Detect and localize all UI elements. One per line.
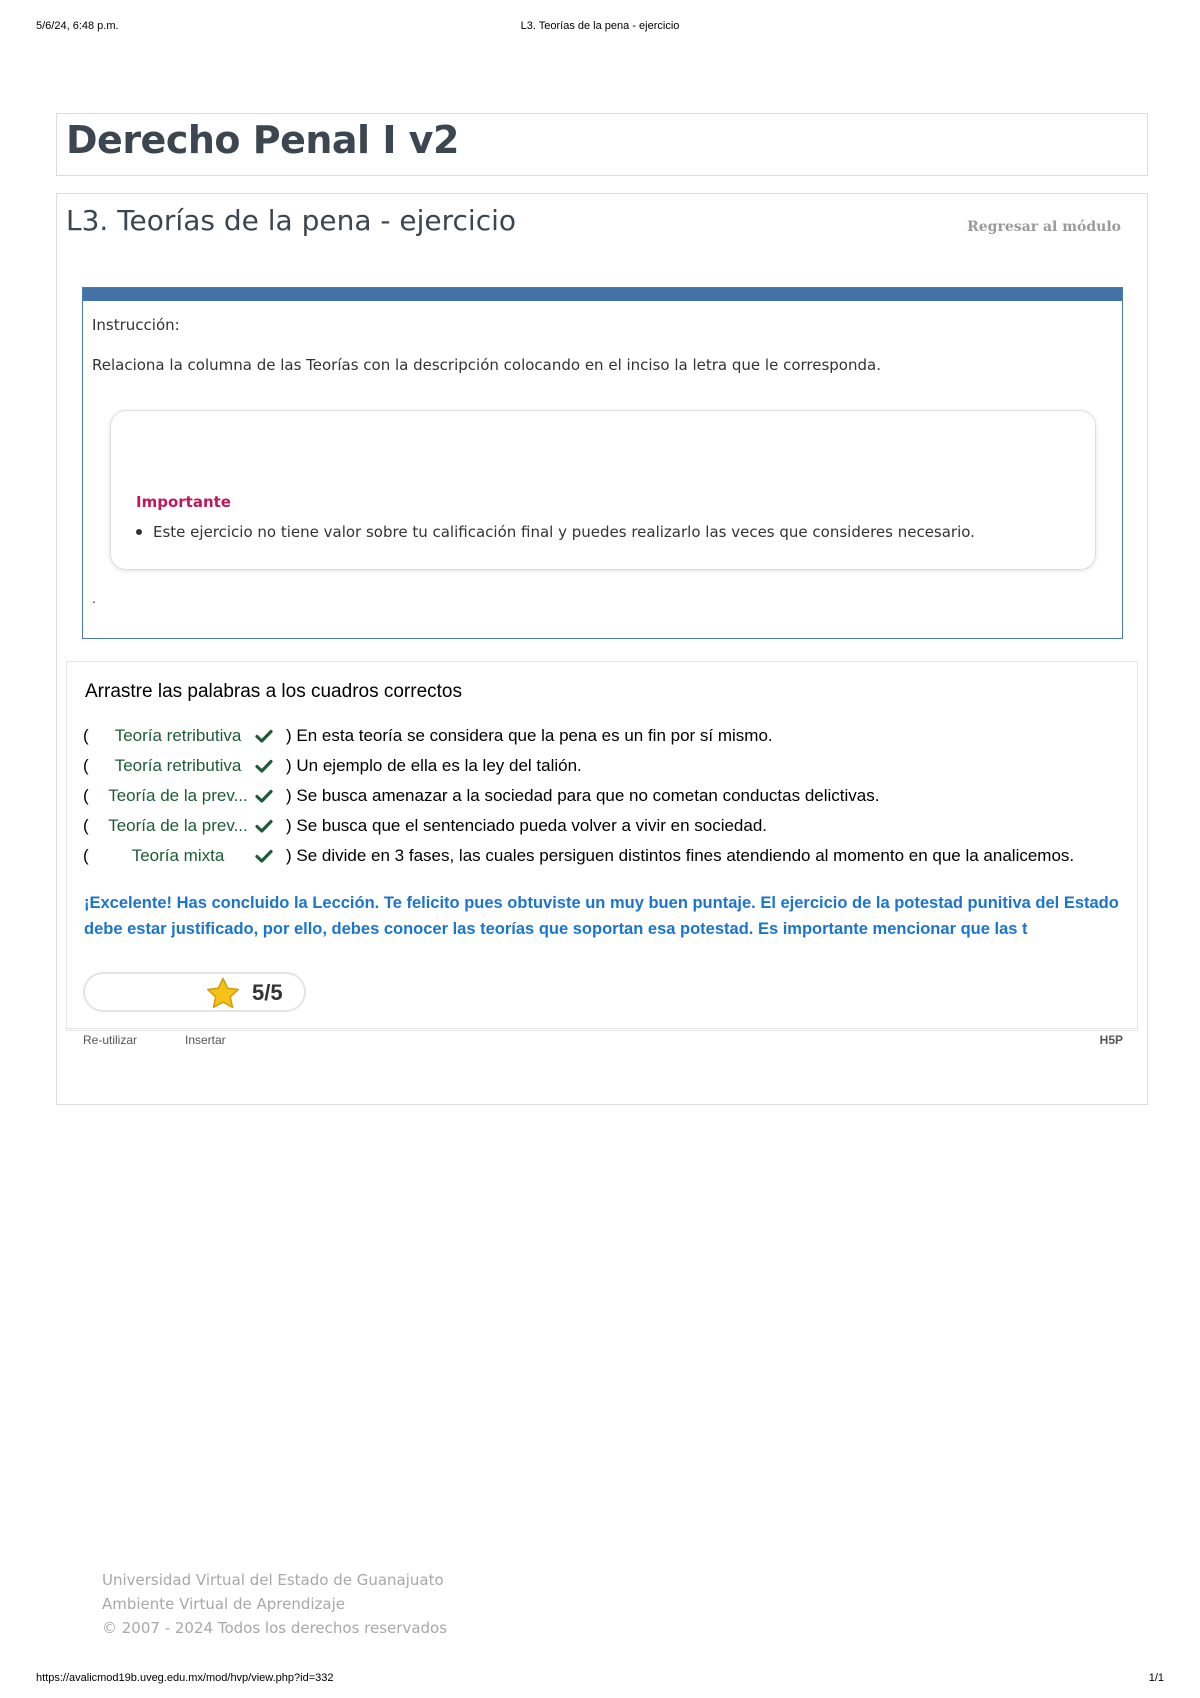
drag-words-activity xyxy=(66,661,1138,1047)
print-header xyxy=(36,20,1164,36)
check-icon xyxy=(255,757,273,775)
lesson-panel xyxy=(56,193,1148,1105)
check-icon xyxy=(255,847,273,865)
important-title: Importante xyxy=(136,493,231,511)
important-item: Este ejercicio no tiene valor sobre tu calificación final y puedes realizarlo las veces que consideres necesario. xyxy=(153,523,975,541)
row-description: ) Se divide en 3 fases, las cuales persiguen distintos fines atendiendo al momento en que la analicemos. xyxy=(286,846,1075,865)
open-paren: ( xyxy=(83,726,89,745)
important-list xyxy=(136,523,975,541)
drop-rows xyxy=(83,721,1123,871)
drop-zone[interactable]: Teoría mixta xyxy=(131,846,225,865)
print-page-number: 1/1 xyxy=(1148,1672,1164,1684)
bullet-icon xyxy=(136,529,142,535)
course-header xyxy=(56,113,1148,176)
row-description: ) Se busca que el sentenciado pueda volver a vivir en sociedad. xyxy=(286,816,768,835)
drop-row xyxy=(83,781,1123,811)
score-bar xyxy=(83,972,306,1012)
star-icon xyxy=(205,976,241,1012)
drop-zone[interactable]: Teoría retributiva xyxy=(114,756,242,775)
footer-environment: Ambiente Virtual de Aprendizaje xyxy=(102,1595,345,1613)
instructions-label: Instrucción: xyxy=(92,316,180,334)
drop-row xyxy=(83,751,1123,781)
print-date: 5/6/24, 6:48 p.m. xyxy=(36,20,119,32)
activity-title: Arrastre las palabras a los cuadros correctos xyxy=(85,681,462,702)
instructions-text: Relaciona la columna de las Teorías con la descripción colocando en el inciso la letra que le corresponda. xyxy=(92,356,881,374)
feedback-message: ¡Excelente! Has concluido la Lección. Te felicito pues obtuviste un muy buen puntaje. El ejercicio de la potestad punitiva del Estado debe estar justificado, por ello, debes conocer las teorías que soportan esa potestad. Es importante mencionar que las t xyxy=(84,894,1119,938)
check-icon xyxy=(255,817,273,835)
row-description: ) Un ejemplo de ella es la ley del talión. xyxy=(286,756,582,775)
site-footer xyxy=(102,1568,447,1640)
score-value: 5/5 xyxy=(252,980,283,1005)
footer-copyright: © 2007 - 2024 Todos los derechos reservados xyxy=(102,1619,448,1637)
drop-zone[interactable]: Teoría de la prev... xyxy=(108,816,248,835)
open-paren: ( xyxy=(83,756,89,775)
h5p-logo: H5P xyxy=(1099,1033,1123,1047)
h5p-footer xyxy=(67,1028,1137,1068)
important-card xyxy=(110,410,1096,570)
reuse-button[interactable]: Re-utilizar xyxy=(83,1033,138,1047)
print-url: https://avalicmod19b.uveg.edu.mx/mod/hvp/view.php?id=332 xyxy=(36,1672,334,1684)
print-page-title: L3. Teorías de la pena - ejercicio xyxy=(520,20,680,32)
drop-zone[interactable]: Teoría retributiva xyxy=(114,726,242,745)
check-icon xyxy=(255,727,273,745)
embed-button[interactable]: Insertar xyxy=(185,1033,226,1047)
trailing-dot: . xyxy=(92,590,96,606)
open-paren: ( xyxy=(83,816,89,835)
lesson-title: L3. Teorías de la pena - ejercicio xyxy=(66,204,517,237)
instructions-header-bar xyxy=(83,288,1122,301)
row-description: ) Se busca amenazar a la sociedad para que no cometan conductas delictivas. xyxy=(286,786,880,805)
drop-row xyxy=(83,841,1123,871)
open-paren: ( xyxy=(83,846,89,865)
drop-row xyxy=(83,811,1123,841)
check-icon xyxy=(255,787,273,805)
back-to-module-link[interactable]: Regresar al módulo xyxy=(967,219,1121,235)
open-paren: ( xyxy=(83,786,89,805)
drop-row xyxy=(83,721,1123,751)
row-description: ) En esta teoría se considera que la pena es un fin por sí mismo. xyxy=(286,726,773,745)
instructions-box xyxy=(82,287,1123,639)
drop-zone[interactable]: Teoría de la prev... xyxy=(108,786,248,805)
course-title: Derecho Penal I v2 xyxy=(66,118,459,162)
footer-university: Universidad Virtual del Estado de Guanajuato xyxy=(102,1571,444,1589)
print-footer xyxy=(36,1672,1164,1688)
